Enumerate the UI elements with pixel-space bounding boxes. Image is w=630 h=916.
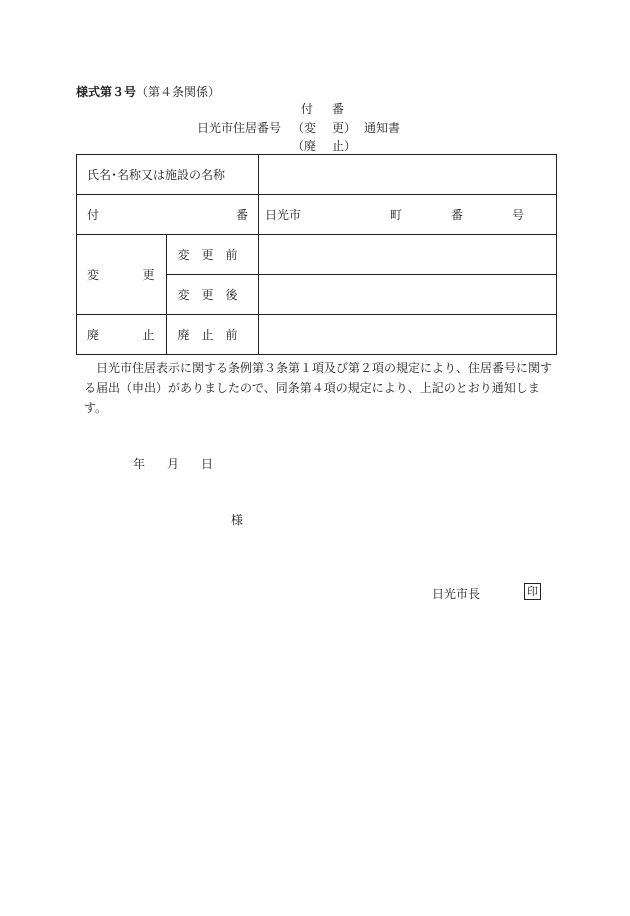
date-year: 年 xyxy=(133,457,146,471)
title-option-shi: 止） xyxy=(332,139,357,153)
before-abolish-label: 廃 止 前 xyxy=(177,328,238,342)
title-option-hen: （変 xyxy=(292,121,317,135)
table-row xyxy=(77,155,557,195)
addr-town: 町 xyxy=(389,208,402,222)
table-row xyxy=(77,315,557,355)
seal-icon: 印 xyxy=(524,583,541,600)
after-change-label: 変 更 後 xyxy=(177,288,238,302)
table-row xyxy=(77,235,557,275)
title-suffix: 通知書 xyxy=(364,121,401,135)
haishi-label-cell xyxy=(77,315,167,355)
table-row xyxy=(77,195,557,235)
haishi-label-right: 止 xyxy=(142,328,155,342)
notice-body-text: 日光市住居表示に関する条例第３条第１項及び第２項の規定により、住居番号に関する届出（申出）がありましたので、同条第４項の規定により、上記のとおり通知します。 xyxy=(84,361,553,415)
before-change-value-cell[interactable] xyxy=(259,235,557,275)
before-abolish-value-cell[interactable] xyxy=(259,315,557,355)
before-abolish-label-cell xyxy=(167,315,259,355)
name-label: 氏名･名称又は施設の名称 xyxy=(87,168,226,182)
title-prefix: 日光市住居番号 xyxy=(197,121,282,135)
title-option-fu: 付 xyxy=(301,102,314,116)
recipient-honorific: 様 xyxy=(231,513,244,527)
addr-city: 日光市 xyxy=(265,208,302,222)
form-relation: （第４条関係） xyxy=(136,85,221,99)
fuban-label-right: 番 xyxy=(235,208,248,222)
name-value-cell[interactable] xyxy=(259,155,557,195)
title-option-hai: （廃 xyxy=(292,139,317,153)
before-change-label-cell xyxy=(167,235,259,275)
before-change-label: 変 更 前 xyxy=(177,248,238,262)
name-label-cell xyxy=(77,155,259,195)
mayor-signature: 日光市長 xyxy=(432,587,481,601)
addr-ban: 番 xyxy=(450,208,463,222)
henkou-label-cell xyxy=(77,235,167,315)
date-day: 日 xyxy=(201,457,214,471)
title-option-kou: 更） xyxy=(332,121,357,135)
notice-form-table xyxy=(76,154,557,355)
form-number: 様式第３号（第４条関係） xyxy=(76,85,221,99)
title-option-ban: 番 xyxy=(332,102,345,116)
henkou-label-right: 更 xyxy=(142,268,155,282)
fuban-label-left: 付 xyxy=(87,208,100,222)
address-cell[interactable] xyxy=(259,195,557,235)
addr-gou: 号 xyxy=(511,208,524,222)
henkou-label-left: 変 xyxy=(87,268,100,282)
haishi-label-left: 廃 xyxy=(87,328,100,342)
fuban-label-cell xyxy=(77,195,259,235)
after-change-value-cell[interactable] xyxy=(259,275,557,315)
date-line xyxy=(133,455,235,472)
date-month: 月 xyxy=(167,457,180,471)
after-change-label-cell xyxy=(167,275,259,315)
